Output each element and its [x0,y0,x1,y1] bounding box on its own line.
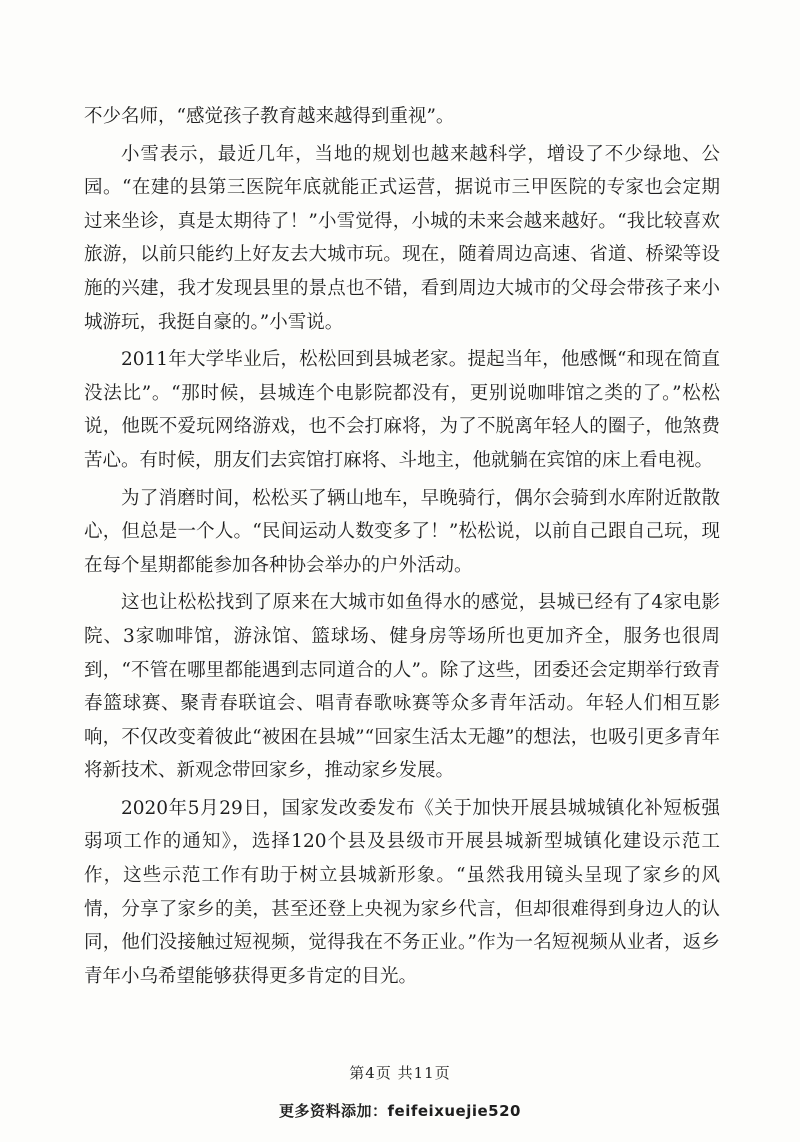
paragraph: 为了消磨时间，松松买了辆山地车，早晚骑行，偶尔会骑到水库附近散散心，但总是一个人。“民间运动人数变多了！”松松说，以前自己跟自己玩，现在每个星期都能参加各种协会举办的户外活动。 [84,487,720,576]
paragraph: 不少名师，“感觉孩子教育越来越得到重视”。 [84,106,455,127]
page-number: 第4页 共11页 [349,1064,451,1082]
paragraph: 2011年大学毕业后，松松回到县城老家。提起当年，他感慨“和现在简直没法比”。“那时候，县城连个电影院都没有，更别说咖啡馆之类的了。”松松说，他既不爱玩网络游戏，也不会打麻将，为了不脱离年轻人的圈子，他煞费苦心。有时候，朋友们去宾馆打麻将、斗地主，他就躺在宾馆的床上看电视。 [84,349,720,471]
article-body [84,100,720,993]
paragraph: 小雪表示，最近几年，当地的规划也越来越科学，增设了不少绿地、公园。“在建的县第三医院年底就能正式运营，据说市三甲医院的专家也会定期过来坐诊，真是太期待了！”小雪觉得，小城的未来会越来越好。“我比较喜欢旅游，以前只能约上好友去大城市玩。现在，随着周边高速、省道、桥梁等设施的兴建，我才发现县里的景点也不错，看到周边大城市的父母会带孩子来小城游玩，我挺自豪的。”小雪说。 [84,143,720,333]
footer-contact-label: 更多资料添加： [279,1102,388,1120]
paragraph: 这也让松松找到了原来在大城市如鱼得水的感觉，县城已经有了4家电影院、3家咖啡馆，游泳馆、篮球场、健身房等场所也更加齐全，服务也很周到，“不管在哪里都能遇到志同道合的人”。除了这些，团委还会定期举行致青春篮球赛、聚青春联谊会、唱青春歌咏赛等众多青年活动。年轻人们相互影响，不仅改变着彼此“被困在县城”“回家生活太无趣”的想法，也吸引更多青年将新技术、新观念带回家乡，推动家乡发展。 [84,592,720,782]
footer-contact [0,1100,800,1121]
paragraph: 2020年5月29日，国家发改委发布《关于加快开展县城城镇化补短板强弱项工作的通知》，选择120个县及县级市开展县城新型城镇化建设示范工作，这些示范工作有助于树立县城新形象。“虽然我用镜头呈现了家乡的风情，分享了家乡的美，甚至还登上央视为家乡代言，但却很难得到身边人的认同，他们没接触过短视频，觉得我在不务正业。”作为一名短视频从业者，返乡青年小乌希望能够获得更多肯定的目光。 [84,797,720,987]
footer-contact-id: feifeixuejie520 [387,1102,521,1120]
